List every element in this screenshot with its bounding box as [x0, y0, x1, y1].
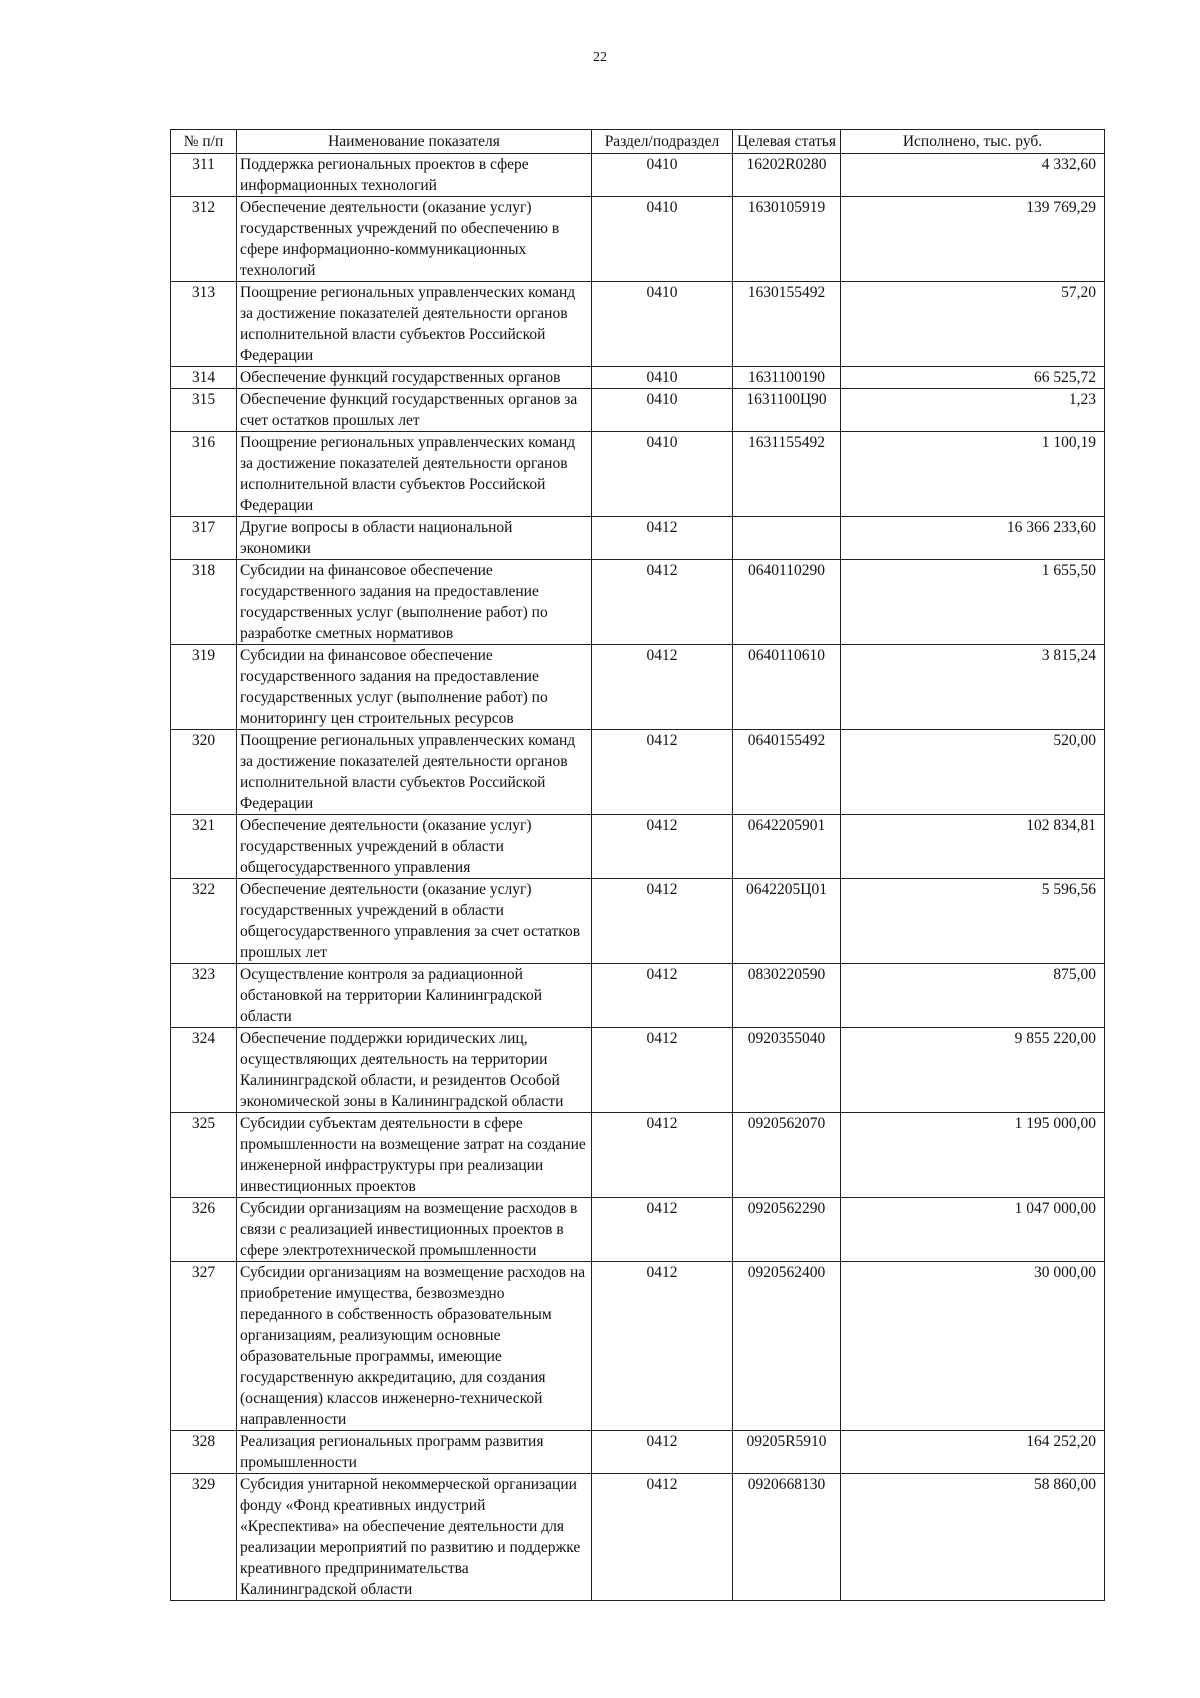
section-code: 0410	[592, 367, 733, 389]
section-code: 0410	[592, 154, 733, 197]
section-code: 0410	[592, 389, 733, 432]
executed-amount: 1 047 000,00	[841, 1198, 1105, 1262]
target-article: 1630155492	[733, 282, 841, 367]
section-code: 0412	[592, 815, 733, 879]
table-header-row	[171, 130, 1105, 154]
executed-amount: 57,20	[841, 282, 1105, 367]
table-row	[171, 1474, 1105, 1601]
row-number: 328	[171, 1431, 237, 1474]
row-number: 327	[171, 1262, 237, 1431]
section-code: 0412	[592, 1262, 733, 1431]
table-row	[171, 197, 1105, 282]
table-body	[171, 154, 1105, 1601]
executed-amount: 164 252,20	[841, 1431, 1105, 1474]
table-row	[171, 1113, 1105, 1198]
table-row	[171, 815, 1105, 879]
table-row	[171, 1198, 1105, 1262]
executed-amount: 875,00	[841, 964, 1105, 1028]
section-code: 0410	[592, 197, 733, 282]
row-number: 323	[171, 964, 237, 1028]
indicator-name: Субсидии организациям на возмещение расходов в связи с реализацией инвестиционных проектов в сфере электротехнической промышленности	[237, 1198, 592, 1262]
header-name: Наименование показателя	[237, 130, 592, 154]
indicator-name: Субсидия унитарной некоммерческой организации фонду «Фонд креативных индустрий «Креспектива» на обеспечение деятельности для реализации мероприятий по развитию и поддержке креативного предпринимательства Калининградской области	[237, 1474, 592, 1601]
executed-amount: 139 769,29	[841, 197, 1105, 282]
header-section: Раздел/подраздел	[592, 130, 733, 154]
row-number: 313	[171, 282, 237, 367]
target-article: 0642205Ц01	[733, 879, 841, 964]
target-article: 0920668130	[733, 1474, 841, 1601]
section-code: 0412	[592, 1198, 733, 1262]
section-code: 0412	[592, 964, 733, 1028]
header-article: Целевая статья	[733, 130, 841, 154]
section-code: 0412	[592, 1113, 733, 1198]
executed-amount: 520,00	[841, 730, 1105, 815]
row-number: 329	[171, 1474, 237, 1601]
target-article: 0640110610	[733, 645, 841, 730]
table-row	[171, 389, 1105, 432]
target-article: 0920562290	[733, 1198, 841, 1262]
target-article: 0920355040	[733, 1028, 841, 1113]
row-number: 325	[171, 1113, 237, 1198]
target-article: 1631100190	[733, 367, 841, 389]
table-row	[171, 517, 1105, 560]
section-code: 0412	[592, 560, 733, 645]
table-row	[171, 1431, 1105, 1474]
table-row	[171, 560, 1105, 645]
indicator-name: Поддержка региональных проектов в сфере информационных технологий	[237, 154, 592, 197]
section-code: 0412	[592, 879, 733, 964]
table-row	[171, 367, 1105, 389]
target-article: 0920562070	[733, 1113, 841, 1198]
section-code: 0412	[592, 1474, 733, 1601]
target-article: 0640155492	[733, 730, 841, 815]
target-article: 0920562400	[733, 1262, 841, 1431]
executed-amount: 58 860,00	[841, 1474, 1105, 1601]
row-number: 320	[171, 730, 237, 815]
table-row	[171, 964, 1105, 1028]
indicator-name: Другие вопросы в области национальной экономики	[237, 517, 592, 560]
row-number: 315	[171, 389, 237, 432]
row-number: 324	[171, 1028, 237, 1113]
table-row	[171, 1028, 1105, 1113]
row-number: 316	[171, 432, 237, 517]
target-article: 16202R0280	[733, 154, 841, 197]
section-code: 0412	[592, 645, 733, 730]
executed-amount: 4 332,60	[841, 154, 1105, 197]
executed-amount: 3 815,24	[841, 645, 1105, 730]
indicator-name: Поощрение региональных управленческих команд за достижение показателей деятельности органов исполнительной власти субъектов Российской Федерации	[237, 730, 592, 815]
row-number: 321	[171, 815, 237, 879]
table-row	[171, 730, 1105, 815]
indicator-name: Обеспечение поддержки юридических лиц, осуществляющих деятельность на территории Калининградской области, и резидентов Особой экономической зоны в Калининградской области	[237, 1028, 592, 1113]
target-article: 1630105919	[733, 197, 841, 282]
table-row	[171, 432, 1105, 517]
target-article: 1631155492	[733, 432, 841, 517]
executed-amount: 1 655,50	[841, 560, 1105, 645]
target-article: 09205R5910	[733, 1431, 841, 1474]
indicator-name: Реализация региональных программ развития промышленности	[237, 1431, 592, 1474]
budget-execution-table	[170, 129, 1105, 1601]
executed-amount: 102 834,81	[841, 815, 1105, 879]
executed-amount: 9 855 220,00	[841, 1028, 1105, 1113]
executed-amount: 16 366 233,60	[841, 517, 1105, 560]
header-num: № п/п	[171, 130, 237, 154]
table-row	[171, 1262, 1105, 1431]
target-article: 1631100Ц90	[733, 389, 841, 432]
section-code: 0412	[592, 1431, 733, 1474]
header-amount: Исполнено, тыс. руб.	[841, 130, 1105, 154]
indicator-name: Субсидии на финансовое обеспечение государственного задания на предоставление государственных услуг (выполнение работ) по мониторингу цен строительных ресурсов	[237, 645, 592, 730]
row-number: 312	[171, 197, 237, 282]
section-code: 0412	[592, 730, 733, 815]
indicator-name: Поощрение региональных управленческих команд за достижение показателей деятельности органов исполнительной власти субъектов Российской Федерации	[237, 282, 592, 367]
row-number: 326	[171, 1198, 237, 1262]
executed-amount: 66 525,72	[841, 367, 1105, 389]
table-row	[171, 282, 1105, 367]
target-article	[733, 517, 841, 560]
indicator-name: Обеспечение деятельности (оказание услуг) государственных учреждений в области общегосударственного управления за счет остатков прошлых лет	[237, 879, 592, 964]
indicator-name: Субсидии организациям на возмещение расходов на приобретение имущества, безвозмездно переданного в собственность образовательным организациям, реализующим основные образовательные программы, имеющие государственную аккредитацию, для создания (оснащения) классов инженерно-технической направленности	[237, 1262, 592, 1431]
table-row	[171, 645, 1105, 730]
row-number: 314	[171, 367, 237, 389]
table-row	[171, 154, 1105, 197]
section-code: 0412	[592, 1028, 733, 1113]
indicator-name: Поощрение региональных управленческих команд за достижение показателей деятельности органов исполнительной власти субъектов Российской Федерации	[237, 432, 592, 517]
row-number: 317	[171, 517, 237, 560]
indicator-name: Обеспечение деятельности (оказание услуг) государственных учреждений по обеспечению в сфере информационно-коммуникационных технологий	[237, 197, 592, 282]
executed-amount: 1 195 000,00	[841, 1113, 1105, 1198]
section-code: 0410	[592, 282, 733, 367]
row-number: 322	[171, 879, 237, 964]
executed-amount: 1,23	[841, 389, 1105, 432]
table-row	[171, 879, 1105, 964]
indicator-name: Субсидии субъектам деятельности в сфере промышленности на возмещение затрат на создание инженерной инфраструктуры при реализации инвестиционных проектов	[237, 1113, 592, 1198]
indicator-name: Осуществление контроля за радиационной обстановкой на территории Калининградской области	[237, 964, 592, 1028]
target-article: 0642205901	[733, 815, 841, 879]
row-number: 318	[171, 560, 237, 645]
row-number: 311	[171, 154, 237, 197]
executed-amount: 5 596,56	[841, 879, 1105, 964]
indicator-name: Обеспечение функций государственных органов за счет остатков прошлых лет	[237, 389, 592, 432]
row-number: 319	[171, 645, 237, 730]
indicator-name: Субсидии на финансовое обеспечение государственного задания на предоставление государственных услуг (выполнение работ) по разработке сметных нормативов	[237, 560, 592, 645]
section-code: 0412	[592, 517, 733, 560]
target-article: 0830220590	[733, 964, 841, 1028]
indicator-name: Обеспечение функций государственных органов	[237, 367, 592, 389]
target-article: 0640110290	[733, 560, 841, 645]
executed-amount: 1 100,19	[841, 432, 1105, 517]
section-code: 0410	[592, 432, 733, 517]
indicator-name: Обеспечение деятельности (оказание услуг) государственных учреждений в области общегосударственного управления	[237, 815, 592, 879]
executed-amount: 30 000,00	[841, 1262, 1105, 1431]
page-number: 22	[593, 50, 607, 65]
